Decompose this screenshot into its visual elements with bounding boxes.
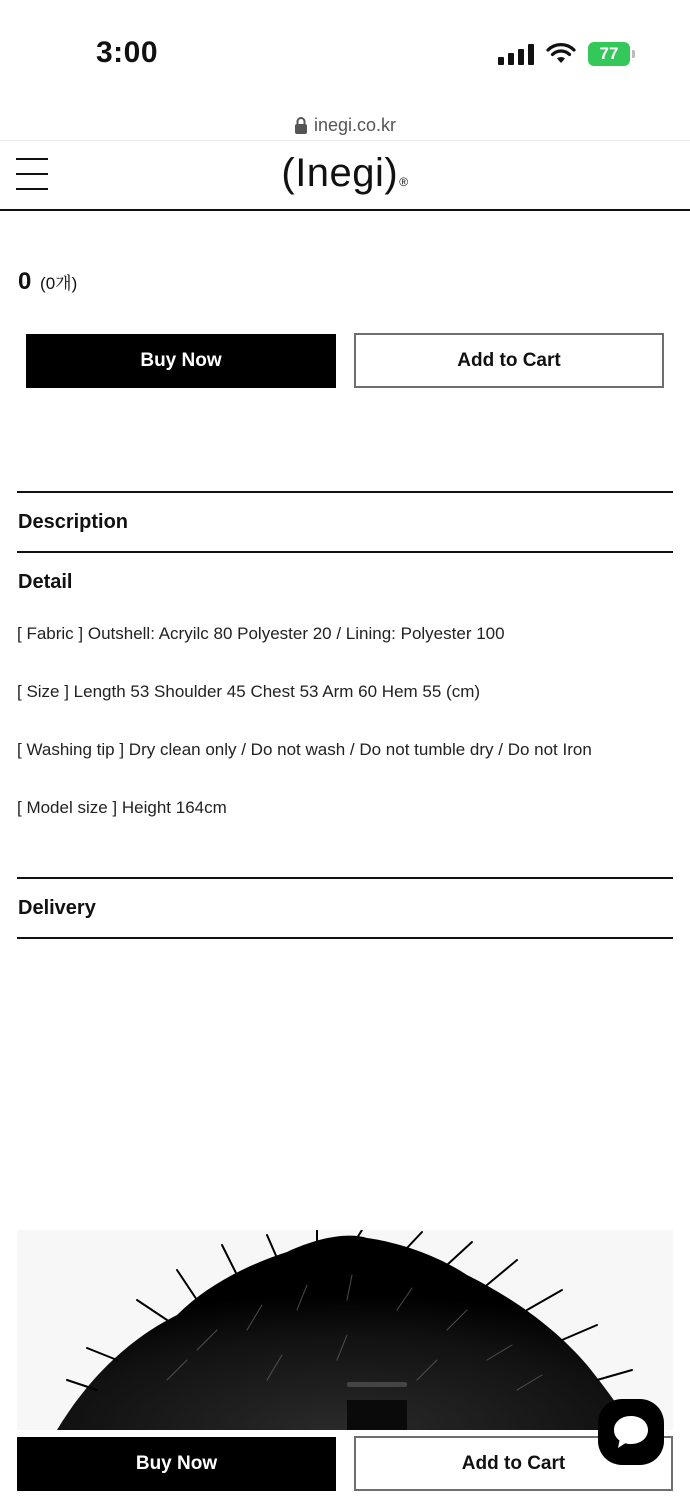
detail-size: [ Size ] Length 53 Shoulder 45 Chest 53 Arm 60 Hem 55 (cm) (17, 682, 481, 701)
site-header (0, 141, 690, 211)
battery-icon (588, 42, 630, 66)
signal-icon (498, 43, 534, 65)
detail-model-size: [ Model size ] Height 164cm (17, 798, 227, 817)
buy-now-button[interactable]: Buy Now (26, 334, 336, 388)
section-divider (17, 877, 673, 879)
detail-tab[interactable]: Detail (18, 571, 73, 593)
status-bar (0, 0, 690, 110)
status-icons (498, 42, 630, 66)
logo-registered-mark: ® (399, 175, 409, 189)
add-to-cart-button[interactable]: Add to Cart (354, 333, 664, 388)
wifi-icon (546, 43, 576, 65)
price-summary (18, 268, 77, 296)
url-text[interactable]: inegi.co.kr (313, 114, 397, 135)
section-divider (17, 491, 673, 493)
site-logo[interactable] (0, 151, 690, 196)
logo-text: (Inegi) (281, 151, 399, 195)
detail-fabric: [ Fabric ] Outshell: Acryilc 80 Polyester 20 / Lining: Polyester 100 (17, 624, 505, 643)
chat-icon (611, 1413, 651, 1451)
detail-washing: [ Washing tip ] Dry clean only / Do not wash / Do not tumble dry / Do not Iron (17, 740, 592, 759)
product-image (17, 1230, 673, 1430)
fur-collar-image (17, 1230, 673, 1430)
sticky-buy-now-button[interactable]: Buy Now (17, 1437, 336, 1491)
section-divider (17, 551, 673, 553)
description-tab[interactable]: Description (18, 511, 129, 533)
url-bar[interactable] (0, 110, 690, 140)
battery-tip (632, 50, 635, 58)
lock-icon (294, 116, 308, 134)
delivery-tab[interactable]: Delivery (18, 897, 96, 919)
total-quantity: (0개) (40, 274, 78, 293)
total-price: 0 (18, 268, 32, 295)
section-divider (17, 937, 673, 939)
battery-level: 77 (599, 44, 619, 63)
chat-button[interactable] (598, 1399, 664, 1465)
status-time: 3:00 (96, 36, 159, 69)
sticky-add-to-cart-button[interactable]: Add to Cart (354, 1436, 673, 1491)
